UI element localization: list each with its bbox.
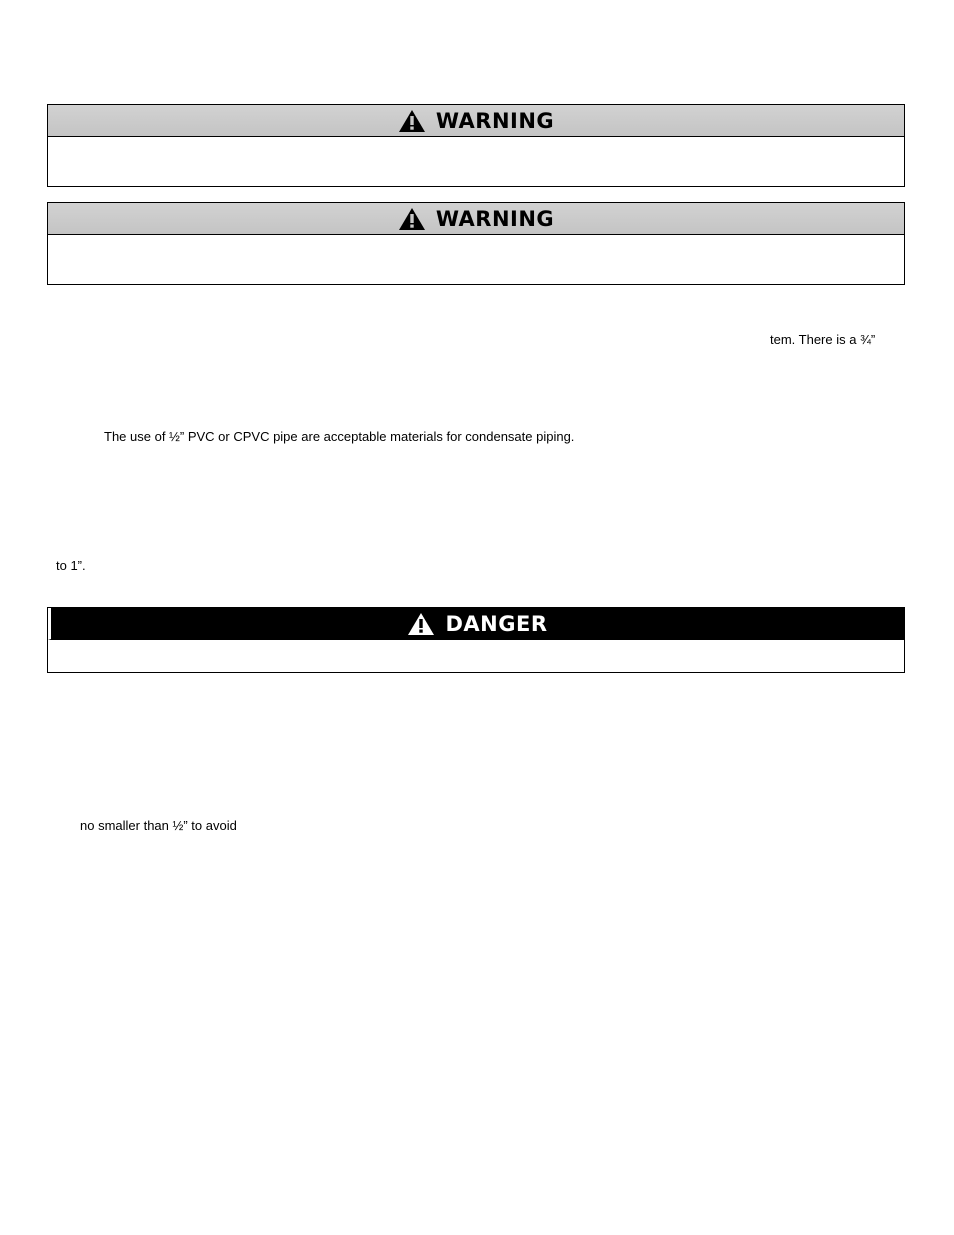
danger-header bbox=[48, 608, 904, 640]
warning-triangle-icon bbox=[398, 207, 426, 231]
danger-body bbox=[48, 640, 904, 672]
warning-body bbox=[48, 235, 904, 284]
text-fragment-pvc: The use of ½” PVC or CPVC pipe are acceptable materials for condensate piping. bbox=[104, 429, 575, 444]
danger-notice bbox=[47, 607, 905, 673]
warning-notice-2 bbox=[47, 202, 905, 285]
warning-label: WARNING bbox=[435, 108, 555, 133]
text-fragment-to1: to 1”. bbox=[56, 558, 86, 573]
warning-header bbox=[48, 203, 904, 235]
warning-label: WARNING bbox=[435, 206, 555, 231]
warning-body bbox=[48, 137, 904, 186]
warning-triangle-icon bbox=[407, 612, 435, 636]
text-fragment-tem: tem. There is a ¾” bbox=[770, 332, 876, 347]
warning-header bbox=[48, 105, 904, 137]
warning-notice-1 bbox=[47, 104, 905, 187]
warning-triangle-icon bbox=[398, 109, 426, 133]
danger-label: DANGER bbox=[445, 611, 548, 636]
text-fragment-no-smaller: no smaller than ½” to avoid bbox=[80, 818, 237, 833]
